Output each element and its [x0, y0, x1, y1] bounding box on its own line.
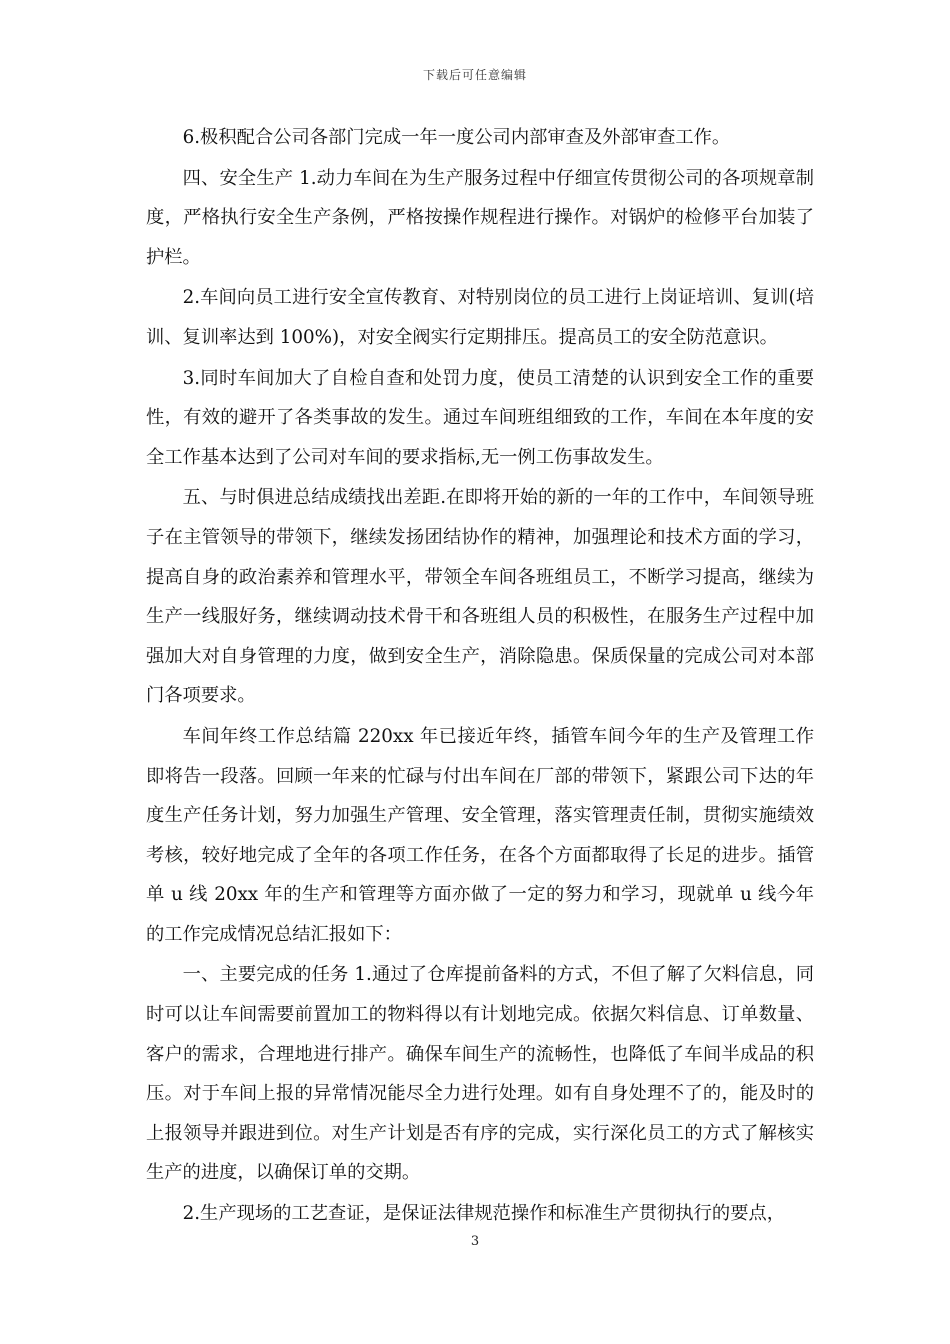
page-number: 3	[470, 1234, 480, 1249]
paragraph-safety-training: 2.车间向员工进行安全宣传教育、对特别岗位的员工进行上岗证培训、复训(培训、复训率达到 100%)，对安全阀实行定期排压。提高员工的安全防范意识。	[146, 287, 814, 348]
document-body	[146, 118, 814, 1235]
paragraph-main-tasks: 一、主要完成的任务 1.通过了仓库提前备料的方式，不但了解了欠料信息，同时可以让车间需要前置加工的物料得以有计划地完成。依据欠料信息、订单数量、客户的需求，合理地进行排产。确保车间生产的流畅性，也降低了车间半成品的积压。对于车间上报的异常情况能尽全力进行处理。如有自身处理不了的，能及时的上报领导并跟进到位。对生产计划是否有序的完成，实行深化员工的方式了解核实生产的进度，以确保订单的交期。	[146, 964, 814, 1184]
paragraph-self-inspection: 3.同时车间加大了自检自查和处罚力度，使员工清楚的认识到安全工作的重要性，有效的避开了各类事故的发生。通过车间班组细致的工作，车间在本年度的安全工作基本达到了公司对车间的要求指标,无一例工伤事故发生。	[146, 367, 814, 468]
paragraph-safety-production: 四、安全生产 1.动力车间在为生产服务过程中仔细宣传贯彻公司的各项规章制度，严格执行安全生产条例，严格按操作规程进行操作。对锅炉的检修平台加装了护栏。	[146, 167, 814, 268]
paragraph-year-summary: 车间年终工作总结篇 220xx 年已接近年终，插管车间今年的生产及管理工作即将告一段落。回顾一年来的忙碌与付出车间在厂部的带领下，紧跟公司下达的年度生产任务计划，努力加强生产管理、安全管理，落实管理责任制，贯彻实施绩效考核，较好地完成了全年的各项工作任务，在各个方面都取得了长足的进步。插管单 u 线 20xx 年的生产和管理等方面亦做了一定的努力和学习，现就单 u 线今年的工作完成情况总结汇报如下：	[146, 725, 814, 945]
paragraph-progress: 五、与时俱进总结成绩找出差距.在即将开始的新的一年的工作中，车间领导班子在主管领导的带领下，继续发扬团结协作的精神，加强理论和技术方面的学习，提高自身的政治素养和管理水平，带领全车间各班组员工，不断学习提高，继续为生产一线服好务，继续调动技术骨干和各班组人员的积极性，在服务生产过程中加强加大对自身管理的力度，做到安全生产，消除隐患。保质保量的完成公司对本部门各项要求。	[146, 487, 814, 707]
paragraph-audit: 6.极积配合公司各部门完成一年一度公司内部审查及外部审查工作。	[182, 127, 731, 148]
paragraph-process-check: 2.生产现场的工艺查证，是保证法律规范操作和标准生产贯彻执行的要点，	[182, 1203, 786, 1225]
header-note: 下载后可任意编辑	[422, 68, 527, 82]
